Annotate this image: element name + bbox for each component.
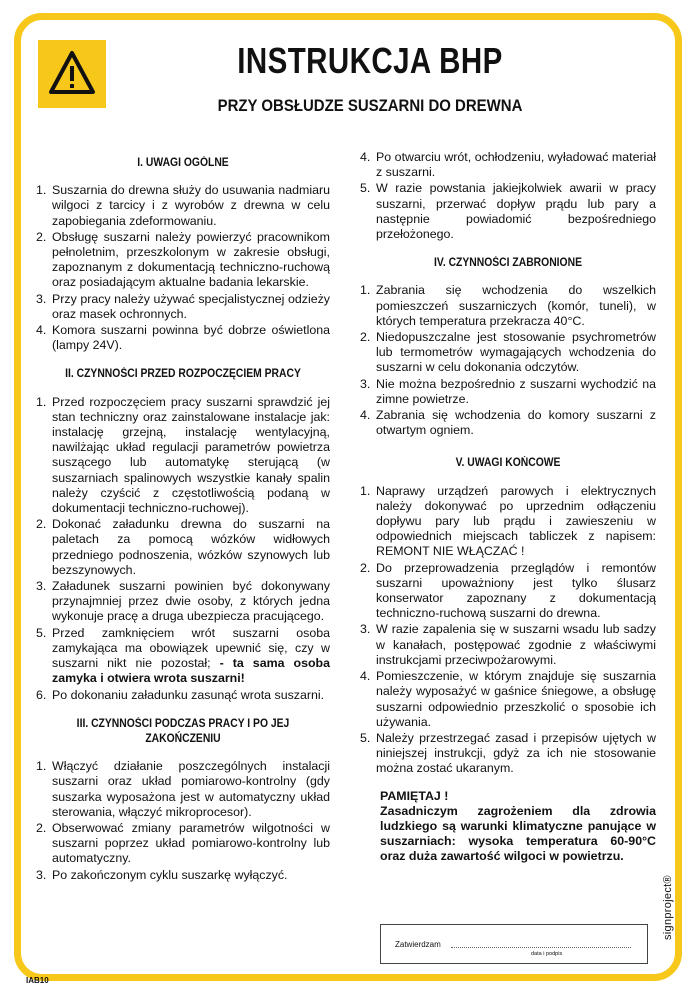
remember-heading: PAMIĘTAJ ! bbox=[380, 788, 449, 803]
section-heading: II. CZYNNOŚCI PRZED ROZPOCZĘCIEM PRACY bbox=[65, 368, 301, 381]
remember-text: Zasadniczym zagrożeniem dla zdrowia ludzkiego są warunki klimatyczne panujące w suszarniach: wysoka temperatura 60-90°C oraz duża zawartość wilgoci w powietrzu. bbox=[380, 803, 656, 864]
left-column bbox=[36, 150, 330, 884]
list-item: 2. Obsługę suszarni należy powierzyć pracownikom pełnoletnim, przeszkolonym w zakresie obsługi, zapoznanym z dokumentacją techniczno-ruchową oraz posiadającym aktualne badania lekarskie. bbox=[36, 229, 330, 290]
section-list bbox=[360, 484, 656, 777]
list-item: 1. Przed rozpoczęciem pracy suszarni sprawdzić jej stan techniczny oraz zainstalowane instalacje jak: instalację grzejną, instalację wentylacyjną, nawilżając układ regulacji parametrów powietrza suszącego lub automatykę sterującą (w suszarniach spalinowych wszystkie kanały spalin należy czyścić z częstotliwością podaną w dokumentacji techniczno-ruchowej). bbox=[36, 394, 330, 516]
signature-line bbox=[451, 947, 631, 948]
section-list bbox=[36, 395, 330, 703]
section-list bbox=[360, 283, 656, 438]
signature-box bbox=[380, 924, 648, 964]
list-item: 3. Po zakończonym cyklu suszarkę wyłączyć. bbox=[36, 867, 288, 882]
list-item: 2. Do przeprowadzenia przeglądów i remontów suszarni upoważniony jest tylko ślusarz konserwator zapoznany z dokumentacją techniczno-ruchową suszarni do drewna. bbox=[360, 560, 656, 621]
list-item: 1. Naprawy urządzeń parowych i elektrycznych należy dokonywać po uprzednim odłączeniu dopływu pary lub prądu i zawieszeniu w odpowiednich miejscach tabliczek z napisem: REMONT NIE WŁĄCZAĆ ! bbox=[360, 483, 656, 559]
section-heading: III. CZYNNOŚCI PODCZAS PRACY I PO JEJ ZAKOŃCZENIU bbox=[76, 717, 290, 745]
page-title: INSTRUKCJA BHP bbox=[237, 40, 503, 81]
section-heading: IV. CZYNNOŚCI ZABRONIONE bbox=[434, 257, 582, 270]
product-code: IAB10 bbox=[26, 976, 49, 985]
list-item: 1. Zabrania się wchodzenia do wszelkich pomieszczeń suszarniczych (komór, tuneli), w których temperatura przekracza 40°C. bbox=[360, 283, 656, 328]
brand-mark: signproject® bbox=[662, 875, 674, 940]
page-subtitle: PRZY OBSŁUDZE SUSZARNI DO DREWNA bbox=[217, 96, 523, 115]
list-item: 2. Obserwować zmiany parametrów wilgotności w suszarni poprzez układ pomiarowo-kontrolny lub automatyczny. bbox=[36, 820, 330, 866]
warning-triangle-icon bbox=[38, 40, 106, 108]
section-list bbox=[36, 183, 330, 353]
list-item: 3. Nie można bezpośrednio z suszarni wychodzić na zimne powietrze. bbox=[360, 376, 656, 406]
signature-sublabel: data i podpis bbox=[531, 951, 563, 957]
list-item: 4. Po otwarciu wrót, ochłodzeniu, wyładować materiał z suszarni. bbox=[360, 150, 656, 180]
section-heading: I. UWAGI OGÓLNE bbox=[137, 157, 229, 169]
section-heading: V. UWAGI KOŃCOWE bbox=[455, 457, 561, 470]
list-item: 6. Po dokonaniu załadunku zasunąć wrota suszarni. bbox=[36, 687, 325, 702]
right-column bbox=[360, 150, 656, 865]
section-list bbox=[360, 150, 656, 242]
list-item: 4. Komora suszarni powinna być dobrze oświetlona (lampy 24V). bbox=[36, 323, 330, 353]
list-item: 4. Zabrania się wchodzenia do komory suszarni z otwartym ogniem. bbox=[360, 408, 656, 438]
list-item: 5. Należy przestrzegać zasad i przepisów ujętych w niniejszej instrukcji, gdyż za ich nie stosowanie można zostać ukaranym. bbox=[360, 730, 656, 776]
list-item: 2. Dokonać załadunku drewna do suszarni na paletach za pomocą wózków widłowych przedniego podnoszenia, wózków szynowych lub bezszynowych. bbox=[36, 517, 330, 577]
warning-sign bbox=[38, 40, 106, 108]
list-item: 2. Niedopuszczalne jest stosowanie psychrometrów lub termometrów wymagających wchodzenia do suszarni w celu dokonania odczytów. bbox=[360, 330, 656, 375]
remember-note bbox=[360, 789, 656, 865]
list-item: 1. Suszarnia do drewna służy do usuwania nadmiaru wilgoci z tarcicy i z wyrobów z drewna w celu zapobiegania zdeformowaniu. bbox=[36, 183, 330, 228]
list-item: 3. Załadunek suszarni powinien być dokonywany przynajmniej przez dwie osoby, z których jedna wykonuje pracę a druga ubezpiecza pracującego. bbox=[36, 579, 330, 624]
list-item: 5. Przed zamknięciem wrót suszarni osoba zamykająca ma obowiązek upewnić się, czy w suszarni nikt nie pozostał; - ta sama osoba zamyka i otwiera wrota suszarni! bbox=[36, 625, 330, 686]
list-item: 1. Włączyć działanie poszczególnych instalacji suszarni oraz układ pomiarowo-kontrolny (gdy suszarka wyposażona jest w automatyczny układ sterowania, włączyć mikroprocesor). bbox=[36, 759, 330, 819]
section-list bbox=[36, 759, 330, 883]
signature-label: Zatwierdzam bbox=[395, 940, 441, 949]
list-item: 5. W razie powstania jakiejkolwiek awarii w pracy suszarni, przerwać dopływ prądu lub pary a następnie powiadomić bezpośredniego przełożonego. bbox=[360, 181, 656, 242]
list-item: 3. Przy pracy należy używać specjalistycznej odzieży oraz masek ochronnych. bbox=[36, 291, 330, 321]
list-item: 4. Pomieszczenie, w którym znajduje się suszarnia należy wyposażyć w gaśnice śniegowe, a obsługę suszarni odpowiednio przeszkolić o sposobie ich używania. bbox=[360, 669, 656, 729]
list-item: 3. W razie zapalenia się w suszarni wsadu lub sadzy w kanałach, postępować zgodnie z właściwymi instrukcjami przeciwpożarowymi. bbox=[360, 622, 656, 667]
